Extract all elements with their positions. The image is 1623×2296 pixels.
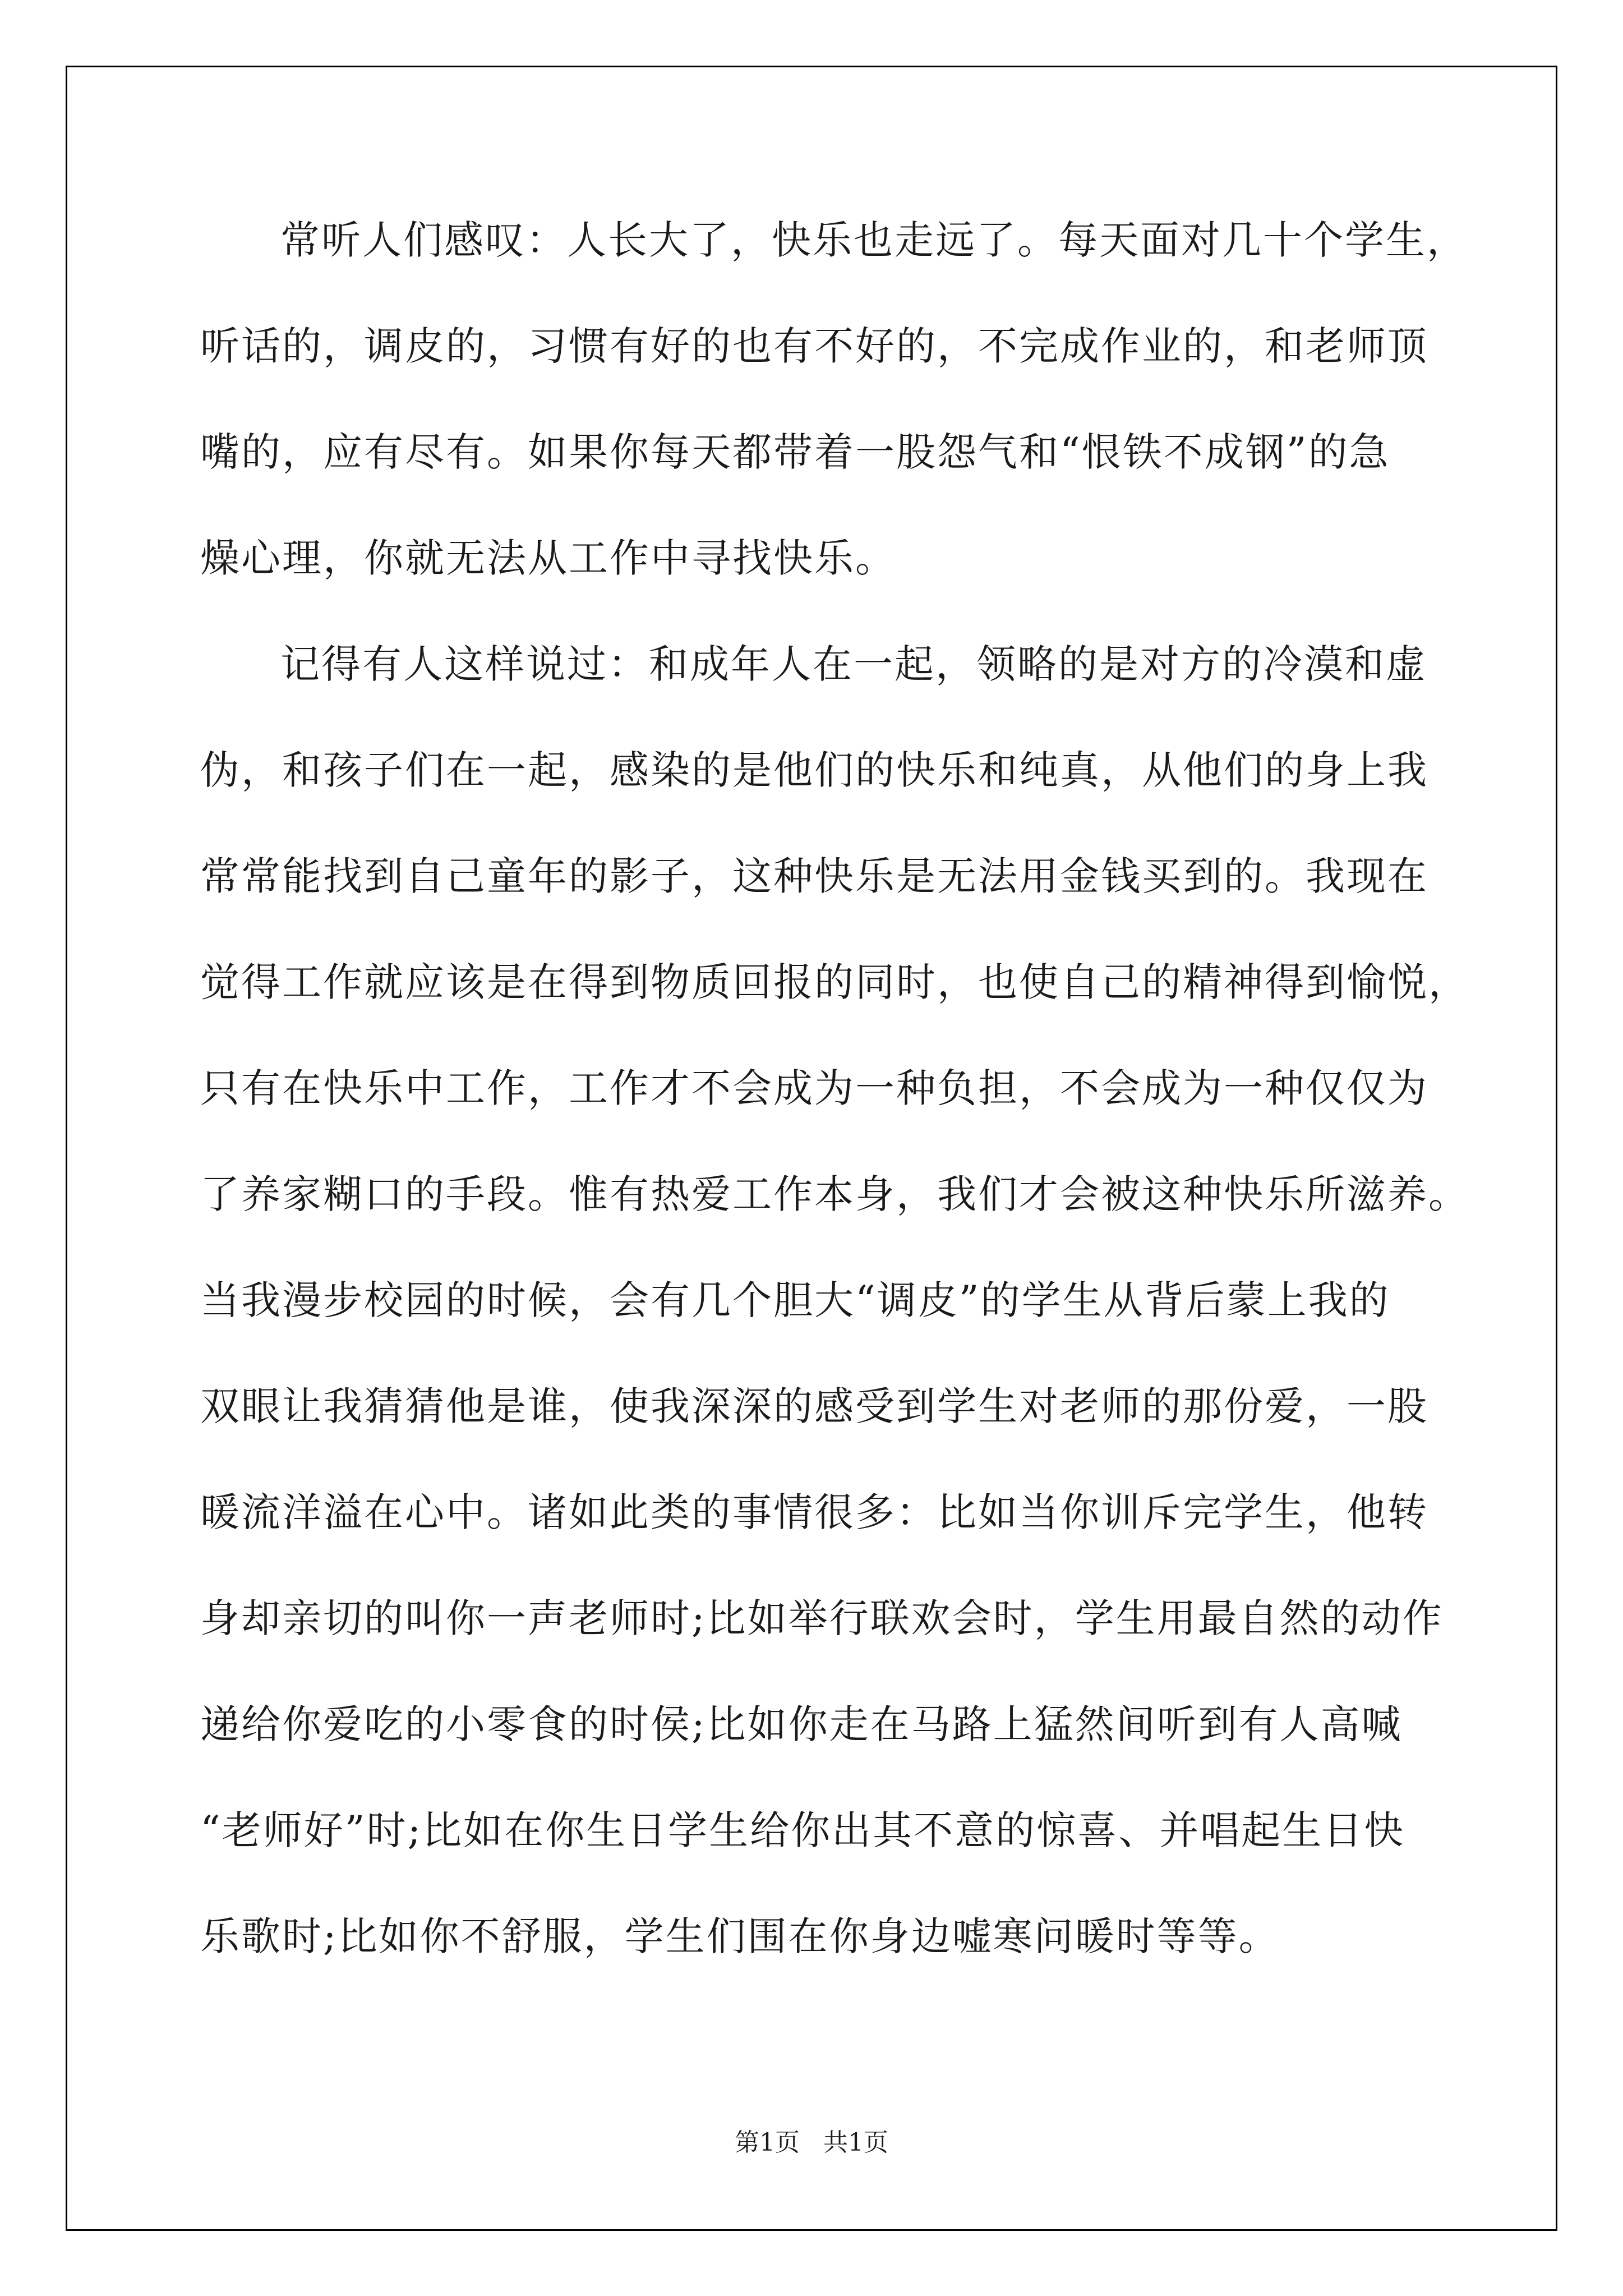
paragraph-2-line-13: 乐歌时;比如你不舒服，学生们围在你身边嘘寒问暖时等等。 [200,1913,1280,1959]
paragraph-2-line-9: 暖流洋溢在心中。诸如此类的事情很多：比如当你训斥完学生，他转 [200,1489,1428,1535]
paragraph-2-line-2: 伪，和孩子们在一起，感染的是他们的快乐和纯真，从他们的身上我 [200,747,1428,793]
paragraph-2-line-7: 当我漫步校园的时候，会有几个胆大“调皮”的学生从背后蒙上我的 [200,1277,1390,1323]
paragraph-2-line-3: 常常能找到自己童年的影子，这种快乐是无法用金钱买到的。我现在 [200,853,1428,899]
paragraph-2-line-11: 递给你爱吃的小零食的时侯;比如你走在马路上猛然间听到有人高喊 [200,1701,1403,1747]
paragraph-2-line-1: 记得有人这样说过：和成年人在一起，领略的是对方的冷漠和虚 [280,641,1427,687]
paragraph-1-line-2: 听话的，调皮的，习惯有好的也有不好的，不完成作业的，和老师顶 [200,323,1428,369]
paragraph-2-line-5: 只有在快乐中工作，工作才不会成为一种负担，不会成为一种仅仅为 [200,1065,1428,1111]
paragraph-1-line-1: 常听人们感叹：人长大了，快乐也走远了。每天面对几十个学生， [280,217,1468,263]
page-footer [0,2126,1623,2160]
paragraph-2-line-6: 了养家糊口的手段。惟有热爱工作本身，我们才会被这种快乐所滋养。 [200,1171,1469,1217]
paragraph-1-line-4: 燥心理，你就无法从工作中寻找快乐。 [200,535,896,581]
page-total: 共1页 [823,2128,888,2157]
page-number: 第1页 [735,2128,800,2157]
paragraph-2-line-10: 身却亲切的叫你一声老师时;比如举行联欢会时，学生用最自然的动作 [200,1595,1444,1641]
page-border [66,66,1557,2231]
paragraph-2-line-4: 觉得工作就应该是在得到物质回报的同时，也使自己的精神得到愉悦， [200,959,1469,1005]
paragraph-2-line-8: 双眼让我猜猜他是谁，使我深深的感受到学生对老师的那份爱，一股 [200,1383,1428,1429]
paragraph-2-line-12: “老师好”时;比如在你生日学生给你出其不意的惊喜、并唱起生日快 [200,1807,1405,1853]
paragraph-1-line-3: 嘴的，应有尽有。如果你每天都带着一股怨气和“恨铁不成钢”的急 [200,429,1390,475]
